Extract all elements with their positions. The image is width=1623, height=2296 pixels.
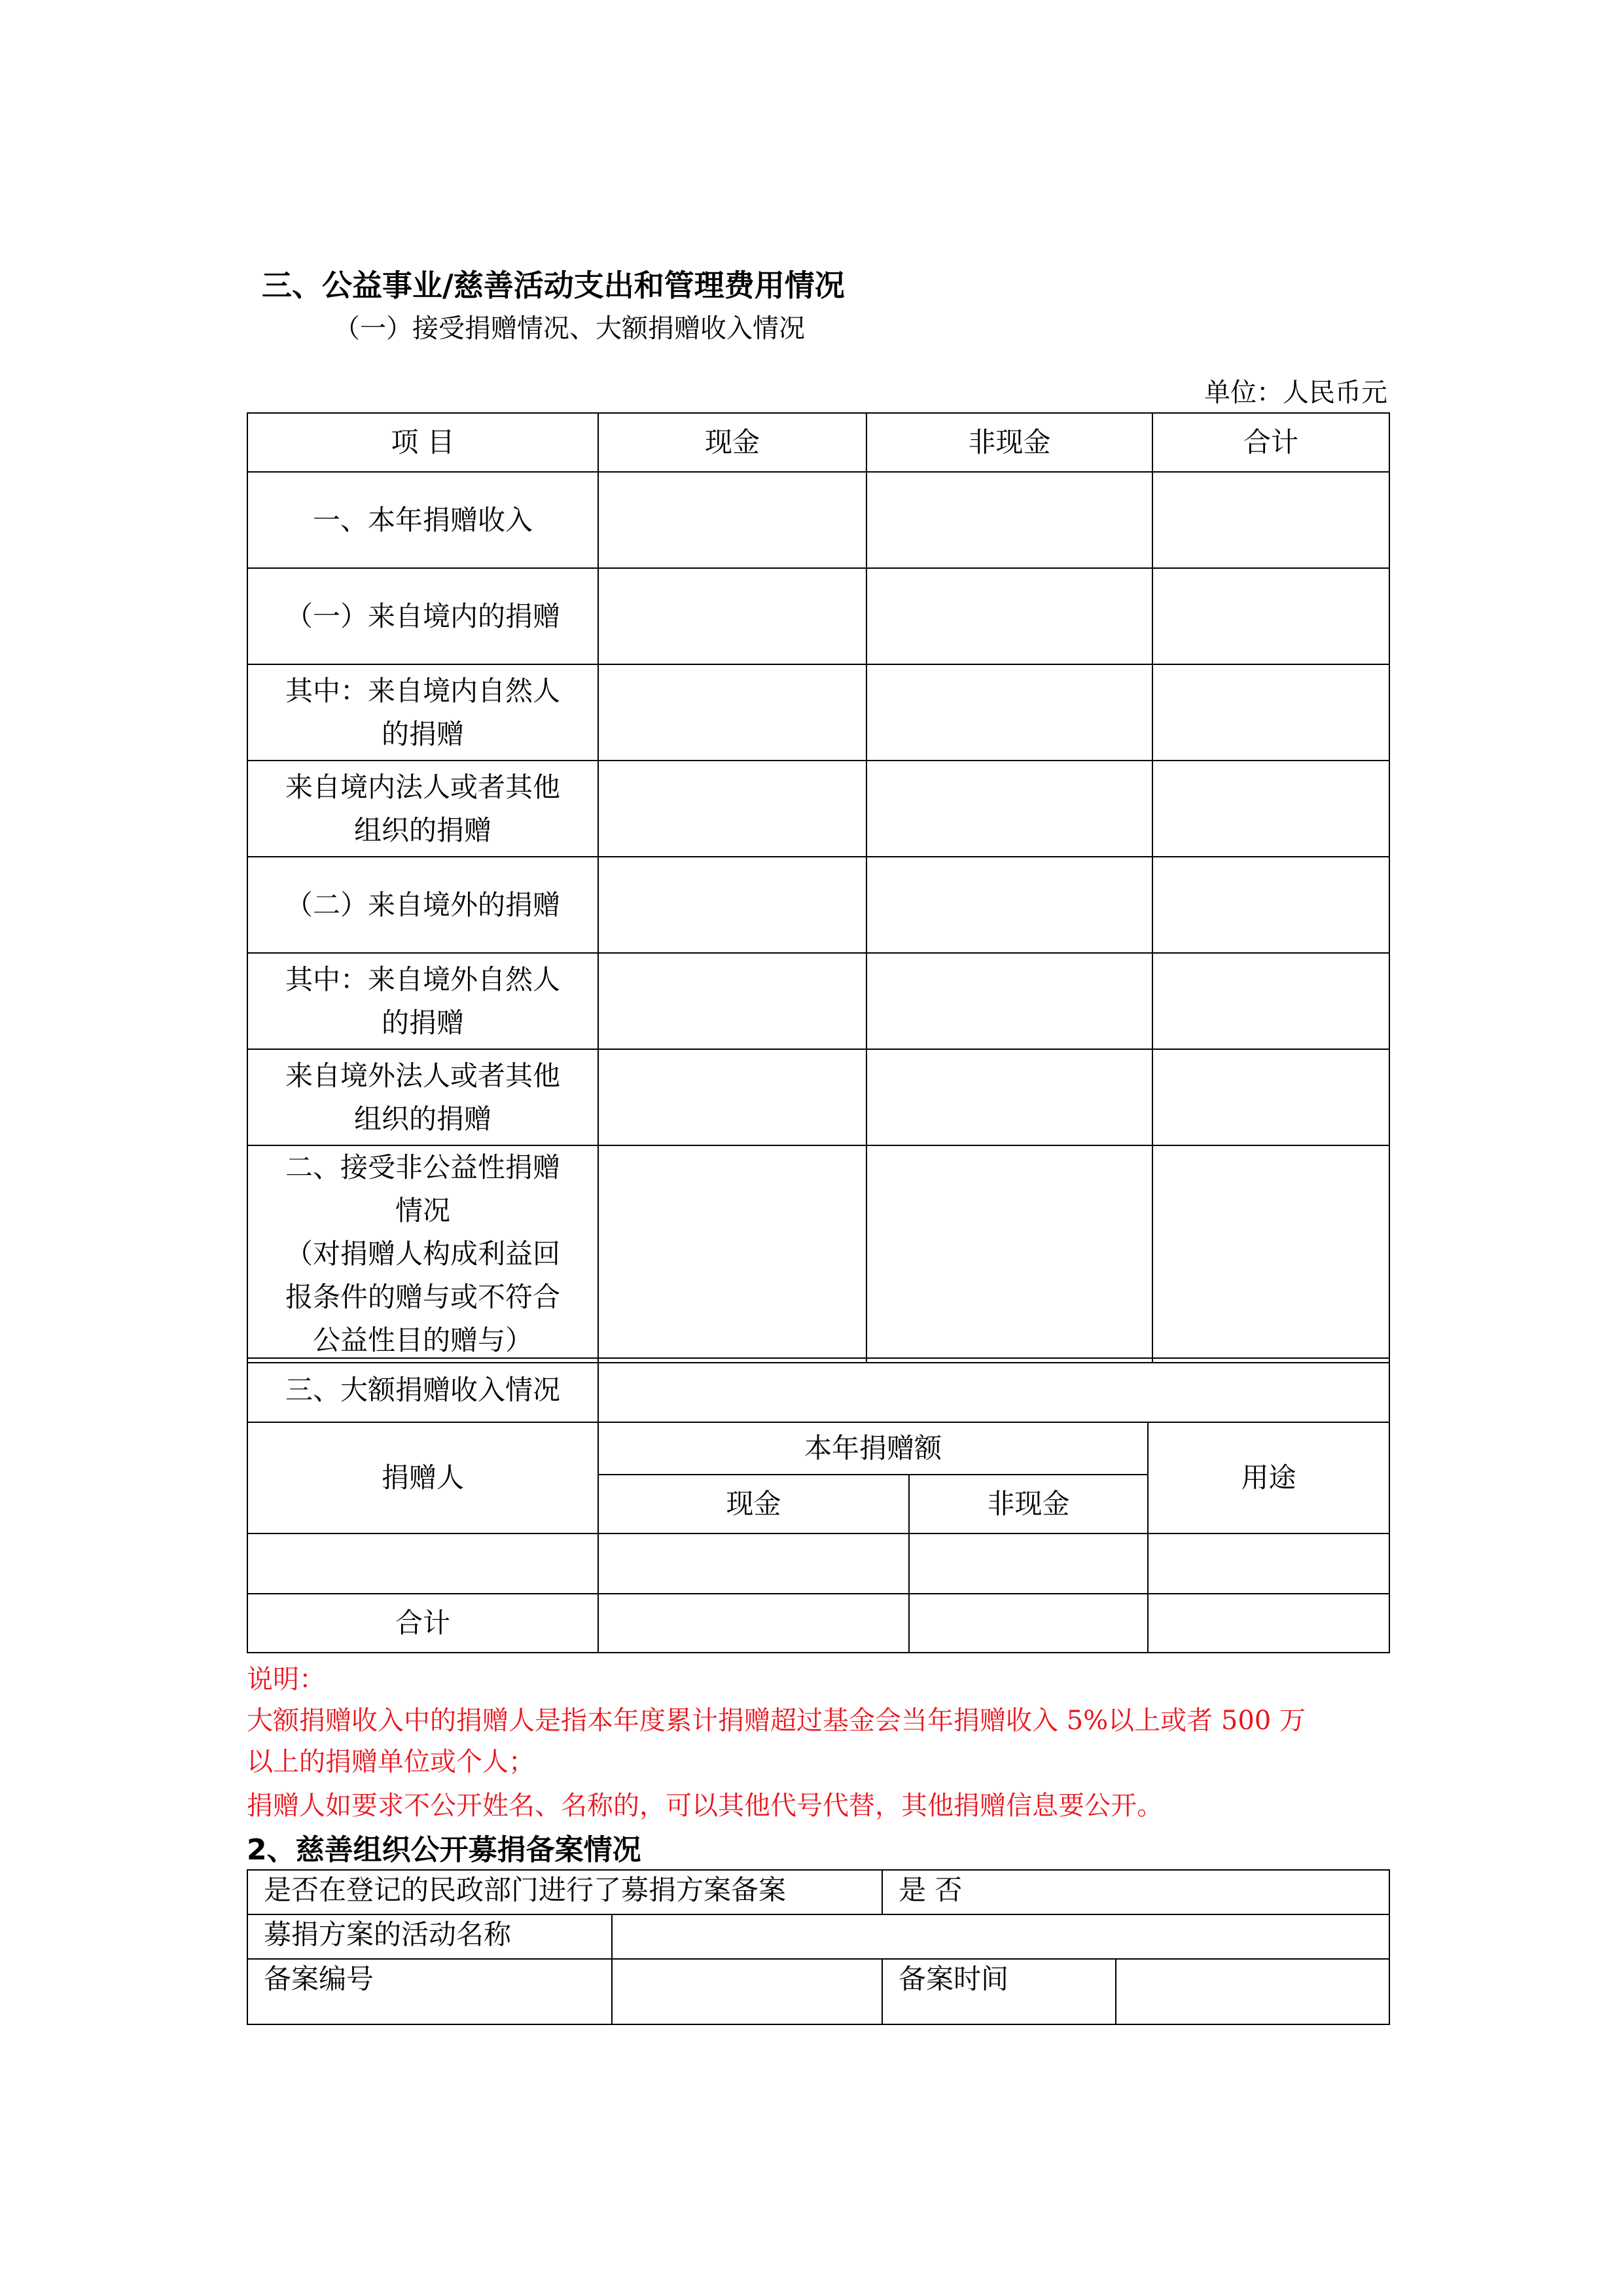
filing-number-label: 备案编号 bbox=[247, 1959, 612, 2024]
note-line: 以上的捐赠单位或个人； bbox=[247, 1747, 535, 1777]
row-label-line: 报条件的赠与或不符合 bbox=[285, 1281, 560, 1313]
header-cash: 现金 bbox=[598, 413, 866, 472]
cell-cash bbox=[598, 857, 866, 953]
cell-noncash bbox=[866, 857, 1152, 953]
cell-total bbox=[1152, 472, 1389, 568]
cell-noncash bbox=[866, 761, 1152, 857]
filing-time-label: 备案时间 bbox=[882, 1959, 1116, 2024]
row-label-line: 一、本年捐赠收入 bbox=[312, 503, 533, 536]
use-cell bbox=[1148, 1534, 1389, 1594]
row-label-line: 来自境内法人或者其他 bbox=[285, 770, 560, 803]
header-item: 项 目 bbox=[247, 413, 598, 472]
section-blank bbox=[598, 1358, 1389, 1422]
cell-total bbox=[1152, 1049, 1389, 1145]
row-label-line: 其中：来自境外自然人 bbox=[285, 963, 560, 996]
row-label-line: （一）来自境内的捐赠 bbox=[285, 600, 560, 632]
row-label-line: 组织的捐赠 bbox=[353, 1102, 491, 1135]
filed-question: 是否在登记的民政部门进行了募捐方案备案 bbox=[247, 1870, 882, 1914]
large-donation-table bbox=[247, 1357, 1390, 1653]
cell-cash bbox=[598, 1145, 866, 1363]
cell-noncash bbox=[866, 472, 1152, 568]
row-label-line: 其中：来自境内自然人 bbox=[285, 674, 560, 707]
note-line: 大额捐赠收入中的捐赠人是指本年度累计捐赠超过基金会当年捐赠收入 5%以上或者 500 万 bbox=[247, 1706, 1306, 1736]
cell-cash bbox=[598, 953, 866, 1049]
filing-number-field[interactable] bbox=[612, 1959, 882, 2024]
row-label-line: 的捐赠 bbox=[381, 717, 464, 750]
noncash-cell bbox=[909, 1594, 1148, 1653]
cash-cell bbox=[598, 1534, 909, 1594]
donor-cell bbox=[247, 1534, 598, 1594]
total-label: 合计 bbox=[247, 1594, 598, 1653]
header-total: 合计 bbox=[1152, 413, 1389, 472]
cell-noncash bbox=[866, 953, 1152, 1049]
row-label-line: 公益性目的赠与） bbox=[312, 1324, 533, 1356]
cell-total bbox=[1152, 761, 1389, 857]
note-label: 说明： bbox=[247, 1664, 325, 1695]
row-label-line: 二、接受非公益性捐赠 bbox=[285, 1151, 560, 1183]
sub-heading: （一）接受捐赠情况、大额捐赠收入情况 bbox=[334, 314, 805, 344]
row-label bbox=[247, 857, 598, 953]
cell-total bbox=[1152, 1145, 1389, 1363]
cell-cash bbox=[598, 472, 866, 568]
row-label bbox=[247, 664, 598, 761]
noncash-cell bbox=[909, 1534, 1148, 1594]
use-cell bbox=[1148, 1594, 1389, 1653]
row-label-line: （二）来自境外的捐赠 bbox=[285, 888, 560, 921]
row-label bbox=[247, 472, 598, 568]
row-label bbox=[247, 953, 598, 1049]
cell-total bbox=[1152, 953, 1389, 1049]
cash-header: 现金 bbox=[598, 1475, 909, 1534]
yes-no-choice[interactable]: 是 否 bbox=[882, 1870, 1389, 1914]
cash-cell bbox=[598, 1594, 909, 1653]
row-label-line: 来自境外法人或者其他 bbox=[285, 1059, 560, 1092]
row-label bbox=[247, 1049, 598, 1145]
row-label-line: 组织的捐赠 bbox=[353, 814, 491, 846]
row-label-line: 的捐赠 bbox=[381, 1006, 464, 1039]
row-label-line: （对捐赠人构成利益回 bbox=[285, 1238, 560, 1270]
noncash-header: 非现金 bbox=[909, 1475, 1148, 1534]
cell-total bbox=[1152, 568, 1389, 664]
cell-noncash bbox=[866, 664, 1152, 761]
donation-income-table bbox=[247, 412, 1390, 1363]
cell-cash bbox=[598, 568, 866, 664]
activity-name-label: 募捐方案的活动名称 bbox=[247, 1914, 612, 1959]
cell-noncash bbox=[866, 1049, 1152, 1145]
cell-cash bbox=[598, 761, 866, 857]
donor-header: 捐赠人 bbox=[247, 1422, 598, 1534]
cell-total bbox=[1152, 664, 1389, 761]
cell-noncash bbox=[866, 1145, 1152, 1363]
row-label-line: 情况 bbox=[395, 1194, 450, 1227]
section-title: 2、慈善组织公开募捐备案情况 bbox=[247, 1833, 641, 1867]
row-label bbox=[247, 761, 598, 857]
row-label bbox=[247, 568, 598, 664]
cell-total bbox=[1152, 857, 1389, 953]
use-header: 用途 bbox=[1148, 1422, 1389, 1534]
row-label bbox=[247, 1145, 598, 1363]
large-donation-section-label: 三、大额捐赠收入情况 bbox=[247, 1358, 598, 1422]
amount-header: 本年捐赠额 bbox=[598, 1422, 1148, 1475]
unit-label: 单位：人民币元 bbox=[1204, 378, 1387, 408]
activity-name-field[interactable] bbox=[612, 1914, 1389, 1959]
cell-cash bbox=[598, 1049, 866, 1145]
cell-noncash bbox=[866, 568, 1152, 664]
fundraising-filing-table bbox=[247, 1869, 1390, 2025]
header-noncash: 非现金 bbox=[866, 413, 1152, 472]
page-heading: 三、公益事业/慈善活动支出和管理费用情况 bbox=[262, 268, 845, 303]
filing-time-field[interactable] bbox=[1116, 1959, 1389, 2024]
cell-cash bbox=[598, 664, 866, 761]
note-line: 捐赠人如要求不公开姓名、名称的，可以其他代号代替，其他捐赠信息要公开。 bbox=[247, 1791, 1163, 1821]
